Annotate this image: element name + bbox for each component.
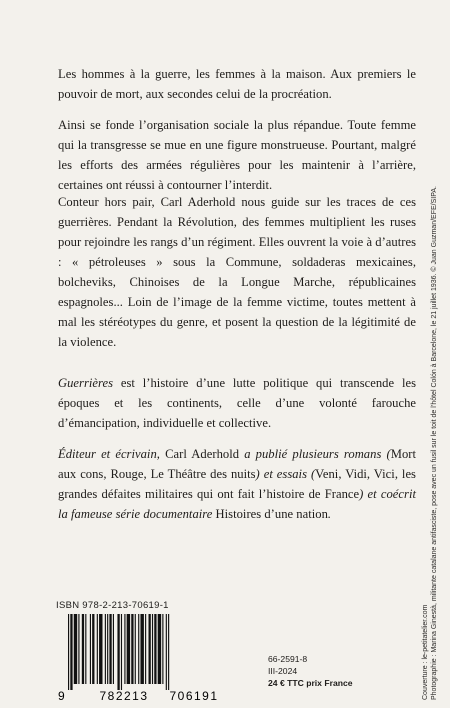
barcode-bar [82, 614, 84, 684]
bio-text: a publié plusieurs romans ( [239, 447, 391, 461]
barcode-bar [121, 614, 122, 690]
barcode [58, 612, 238, 704]
price: 24 € TTC prix France [268, 678, 353, 688]
price-info [268, 653, 353, 689]
barcode-bar [109, 614, 111, 684]
paragraph-summary [58, 373, 416, 433]
barcode-bar [92, 614, 94, 684]
print-date: III-2024 [268, 666, 298, 676]
barcode-bar [168, 614, 169, 690]
barcode-bar [154, 614, 156, 684]
paragraph-intro: Les hommes à la guerre, les femmes à la maison. Aux premiers le pouvoir de mort, aux secondes celui de la procréation. [58, 67, 416, 101]
barcode-bar [138, 614, 139, 684]
barcode-bar [117, 614, 119, 690]
paragraph-history: Conteur hors pair, Carl Aderhold nous guide sur les traces de ces guerrières. Pendant la Révolution, des femmes multiplient les ruses pour rejoindre les rangs d’un régiment. Elles ouvrent la voie à d’autres : « pétroleuses » sous la Commune, soldaderas mexicaines, bolcheviks, Chinoises de la Longue Marche, républicaines espagnoles... Loin de l’image de la femme victime, toutes mettent à mal les stéréotypes du genre, et posent la question de la légitimité de la violence. [58, 195, 416, 349]
barcode-bar [152, 614, 153, 684]
edition-code: 66-2591-8 [268, 654, 308, 664]
barcode-bar [90, 614, 91, 684]
barcode-bar [124, 614, 125, 684]
bio-text: ) et essais ( [255, 467, 316, 481]
series-title: Histoires d’une nation [215, 507, 328, 521]
barcode-bar [74, 614, 77, 684]
barcode-bar [135, 614, 136, 684]
author-bio [58, 444, 416, 524]
barcode-bar [127, 614, 130, 684]
barcode-digits-left: 782213 [99, 689, 149, 703]
barcode-bar [85, 614, 86, 684]
barcode-bar [149, 614, 151, 684]
bio-text: ) et coécrit la fameuse série documentaire [58, 487, 416, 521]
isbn-label: ISBN 978-2-213-70619-1 [56, 600, 169, 611]
barcode-bar [145, 614, 146, 684]
barcode-digits-right: 706191 [169, 689, 219, 703]
barcode-bar [70, 614, 72, 690]
barcode-bar [113, 614, 114, 684]
barcode-bar [107, 614, 108, 684]
barcode-bar [158, 614, 161, 684]
barcode-bar [105, 614, 106, 684]
photo-credit: Photographie : Marina Ginestà, militante catalane antifasciste, pose avec un fusil sur le toit de l’hôtel Colón à Barcelone, le 21 juillet 1936. © Juan Guzman/EFE/SIPA. [431, 186, 438, 700]
essay-titles: Veni, Vidi, Vici, les grandes défaites militaires qui ont fait l’histoire de France [58, 467, 416, 501]
barcode-bar [166, 614, 167, 690]
paragraph-social-order: Ainsi se fonde l’organisation sociale la plus répandue. Toute femme qui la transgresse se mue en une figure monstrueuse. Pourtant, malgré les efforts des armées régulières pour les maintenir à l’arrière, certaines ont réussi à contourner l’interdit. [58, 118, 416, 192]
side-credits [421, 186, 439, 700]
barcode-bar [99, 614, 102, 684]
bio-text: Éditeur et écrivain, [58, 447, 166, 461]
barcode-bar [162, 614, 163, 684]
barcode-bar [140, 614, 143, 684]
author-name: Carl Aderhold [165, 447, 240, 461]
barcode-bar [131, 614, 133, 684]
barcode-digit-first: 9 [58, 689, 65, 703]
bio-text: . [327, 507, 332, 521]
barcode-bar [78, 614, 79, 684]
cover-credit: Couverture : le-petitatelier.com [422, 604, 429, 700]
novel-titles: Mort aux cons, Rouge, Le Théâtre des nuits [58, 447, 417, 481]
barcode-bar [97, 614, 98, 684]
barcode-bars [68, 614, 169, 690]
book-title: Guerrières [58, 376, 113, 390]
summary-text: est l’histoire d’une lutte politique qui transcende les époques et les continents, celle d’une volonté farouche d’émancipation, individuelle et collective. [58, 376, 416, 430]
barcode-bar [68, 614, 69, 690]
